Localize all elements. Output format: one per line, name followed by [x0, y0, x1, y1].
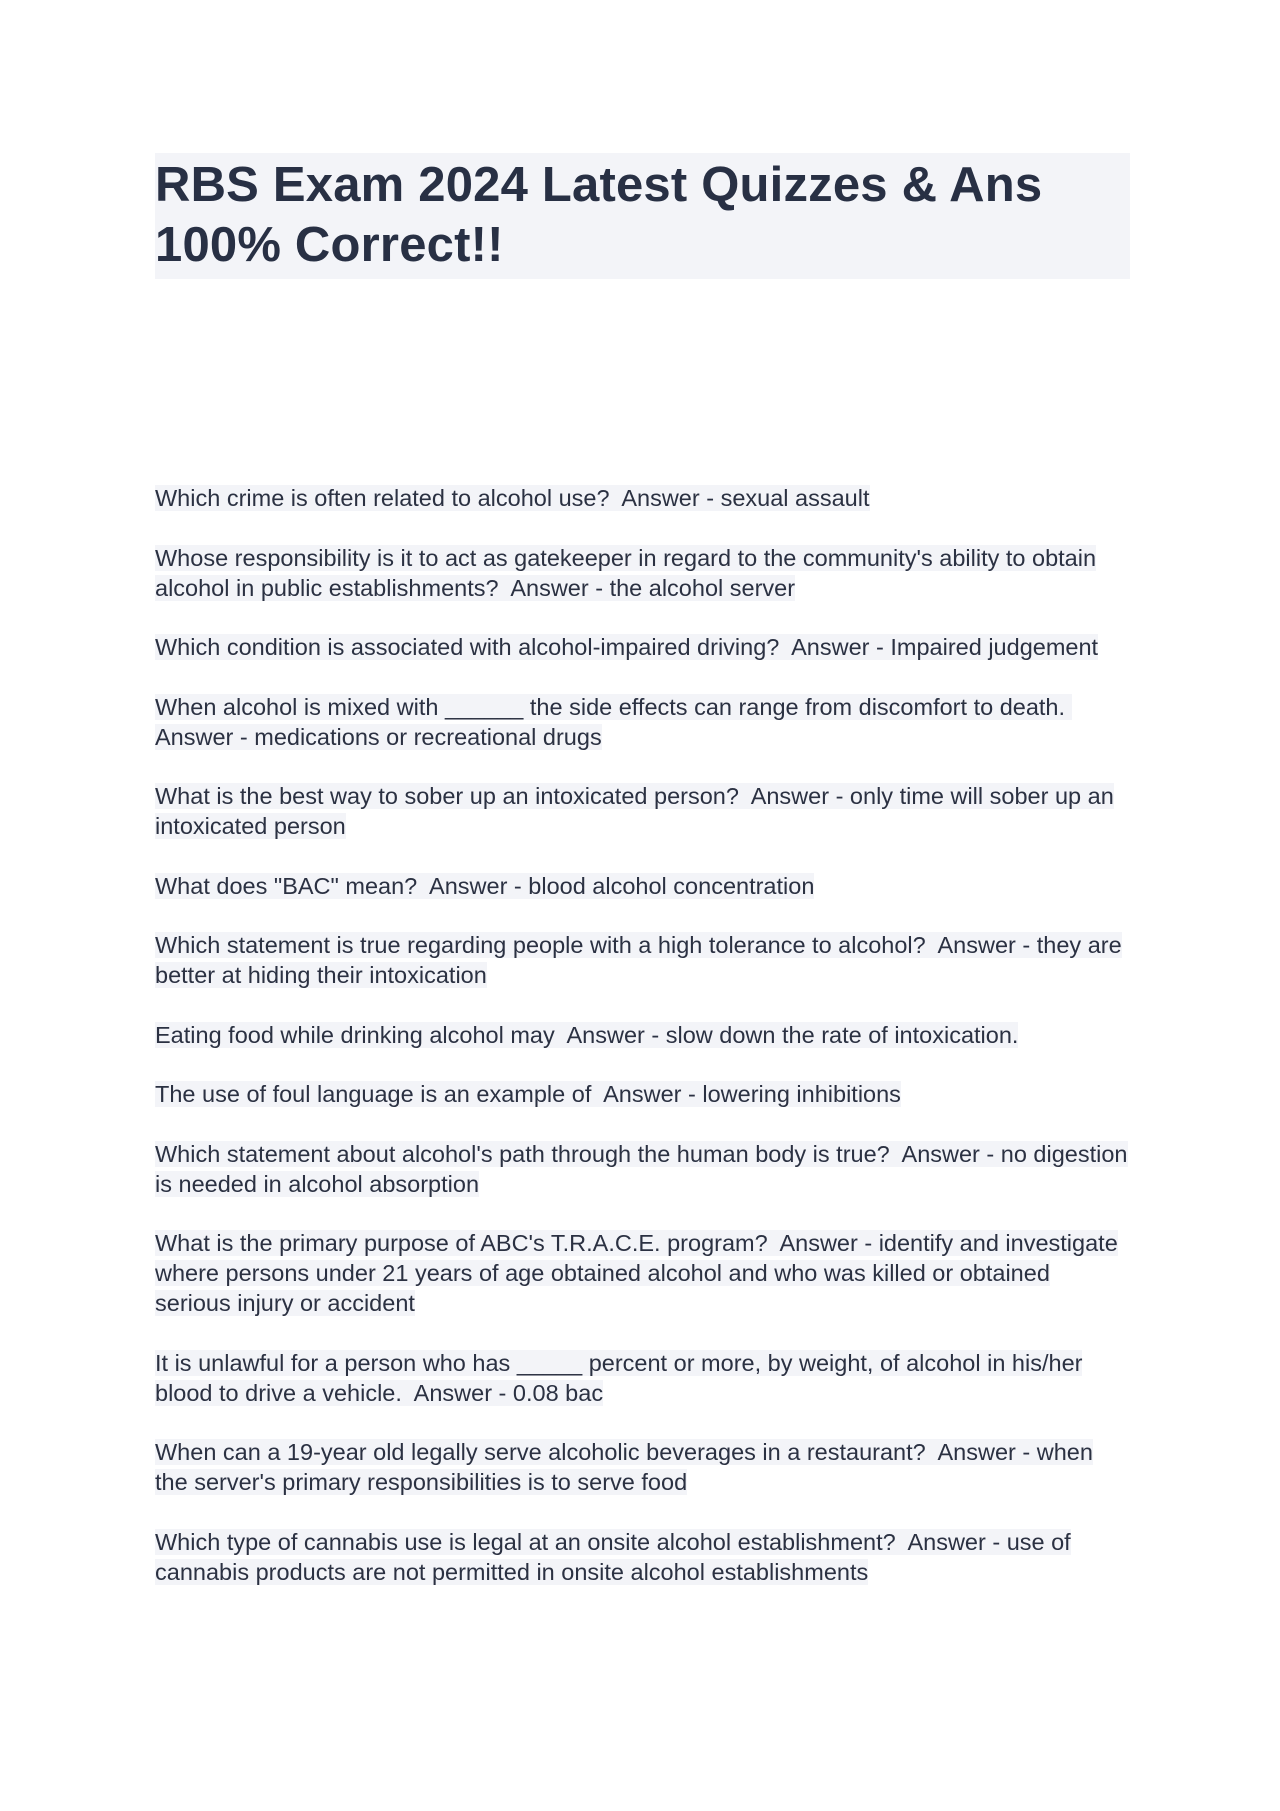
qa-item — [155, 692, 1130, 752]
answer-text: Answer - when the server's primary responsibilities is to serve food — [155, 1439, 1093, 1495]
qa-text — [155, 1439, 1093, 1495]
qa-text — [155, 485, 870, 511]
answer-text: Answer - slow down the rate of intoxication. — [566, 1021, 1019, 1048]
answer-text: Answer - use of cannabis products are not permitted in onsite alcohol establishments — [155, 1528, 1071, 1585]
qa-item — [155, 930, 1130, 990]
answer-text: Answer - Impaired judgement — [791, 634, 1099, 660]
page-title: RBS Exam 2024 Latest Quizzes & Ans 100% Correct!! — [155, 158, 1043, 272]
answer-text: Answer - medications or recreational drugs — [155, 723, 602, 750]
question-text: When alcohol is mixed with ______ the side effects can range from discomfort to death. — [155, 693, 1066, 720]
answer-text: Answer - they are better at hiding their intoxication — [155, 932, 1122, 988]
answer-text: Answer - identify and investigate where persons under 21 years of age obtained alcohol and who was killed or obtained serious injury or accident — [155, 1230, 1118, 1316]
qa-item — [155, 1437, 1130, 1497]
question-text: What does "BAC" mean? — [155, 872, 418, 899]
qa-text — [155, 1350, 1082, 1406]
qa-item — [155, 543, 1130, 603]
qa-item — [155, 781, 1130, 841]
question-text: Which statement is true regarding people with a high tolerance to alcohol? — [155, 932, 926, 958]
qa-item — [155, 1228, 1130, 1318]
question-text: Which crime is often related to alcohol use? — [155, 485, 610, 511]
qa-text — [155, 1529, 1071, 1585]
qa-item — [155, 1020, 1130, 1050]
qa-text — [155, 1081, 901, 1107]
question-text: When can a 19-year old legally serve alcoholic beverages in a restaurant? — [155, 1439, 926, 1465]
title-block — [155, 153, 1130, 279]
qa-text — [155, 873, 814, 899]
qa-item — [155, 1348, 1130, 1408]
question-text: What is the primary purpose of ABC's T.R.A.C.E. program? — [155, 1230, 768, 1256]
qa-item — [155, 871, 1130, 901]
qa-item — [155, 632, 1130, 662]
question-text: Which condition is associated with alcohol-impaired driving? — [155, 634, 780, 660]
question-text: Whose responsibility is it to act as gatekeeper in regard to the community's ability to obtain alcohol in public establishments? — [155, 544, 1097, 601]
qa-item — [155, 1079, 1130, 1109]
question-text: What is the best way to sober up an intoxicated person? — [155, 783, 739, 809]
answer-text: Answer - 0.08 bac — [413, 1379, 604, 1406]
question-text: It is unlawful for a person who has _____ percent or more, by weight, of alcohol in his/her blood to drive a vehicle. — [155, 1349, 1083, 1406]
qa-text — [155, 1022, 1018, 1048]
question-text: Which type of cannabis use is legal at an onsite alcohol establishment? — [155, 1528, 896, 1555]
qa-text — [155, 1141, 1128, 1197]
qa-item — [155, 1527, 1130, 1587]
document-header — [155, 153, 1130, 279]
qa-item — [155, 483, 1130, 513]
question-text: The use of foul language is an example of — [155, 1081, 592, 1107]
qa-text — [155, 1230, 1118, 1316]
qa-text — [155, 634, 1098, 660]
qa-text — [155, 694, 1072, 750]
qa-text — [155, 932, 1122, 988]
answer-text: Answer - lowering inhibitions — [603, 1081, 901, 1107]
question-text: Which statement about alcohol's path through the human body is true? — [155, 1140, 890, 1167]
qa-text — [155, 545, 1096, 601]
qa-item — [155, 1139, 1130, 1199]
answer-text: Answer - blood alcohol concentration — [429, 872, 815, 899]
qa-list — [155, 483, 1130, 1616]
question-text: Eating food while drinking alcohol may — [155, 1021, 555, 1048]
answer-text: Answer - sexual assault — [621, 485, 870, 511]
qa-text — [155, 783, 1114, 839]
answer-text: Answer - no digestion is needed in alcohol absorption — [155, 1140, 1128, 1197]
answer-text: Answer - the alcohol server — [510, 574, 796, 601]
answer-text: Answer - only time will sober up an intoxicated person — [155, 783, 1114, 839]
